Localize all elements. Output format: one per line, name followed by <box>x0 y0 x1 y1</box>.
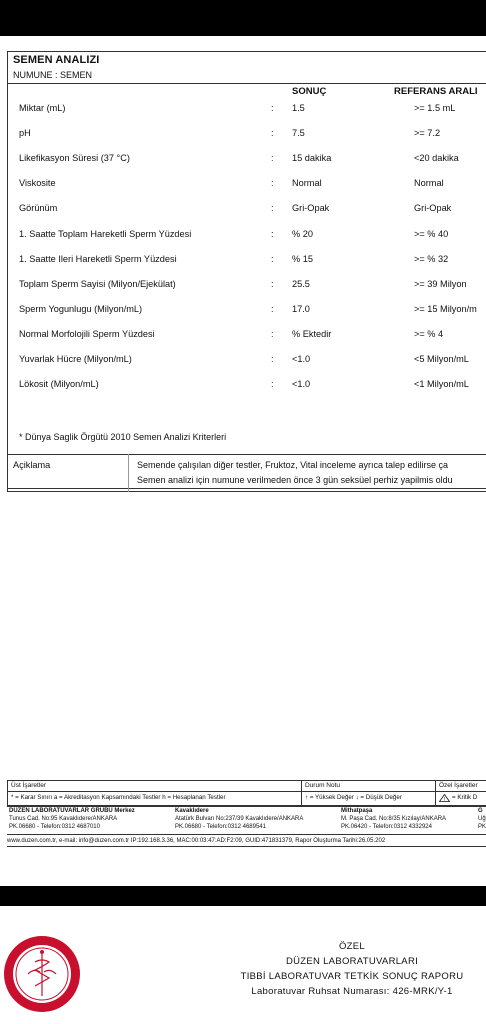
result-value: <1.0 <box>292 354 311 364</box>
result-value: 17.0 <box>292 304 310 314</box>
reference-range: >= % 32 <box>414 254 449 264</box>
reference-range: >= % 4 <box>414 329 444 339</box>
svg-text:!: ! <box>443 797 446 802</box>
address-mithatpasa-line1: M. Paşa Cad. No:8/35 Kızılay/ANKARA <box>341 816 447 822</box>
reference-range: Normal <box>414 178 444 188</box>
report-type: TIBBİ LABORATUVAR TETKİK SONUÇ RAPORU <box>240 971 464 982</box>
legend-box <box>7 780 486 806</box>
org-name: DÜZEN LABORATUVARLARI <box>285 956 419 967</box>
address-hq <box>9 807 135 831</box>
legend-header-special: Özel İşaretler <box>439 782 478 789</box>
explanation-label: Açiklama <box>13 460 51 470</box>
address-kavaklidere-line1: Atatürk Bulvarı No:237/39 Kavaklıdere/ANKARA <box>175 816 304 822</box>
colon: : <box>271 354 274 364</box>
footnote: * Dünya Saglik Örgütü 2010 Semen Analizi Kriterleri <box>19 432 227 442</box>
ministry-of-health-seal-icon <box>2 934 82 1014</box>
legend-status-text: ↑ = Yüksek Değer ↓ = Düşük Değer <box>305 794 402 801</box>
address-kavaklidere <box>175 807 303 831</box>
reference-range: >= 7.2 <box>414 128 441 138</box>
address-fourth <box>478 807 486 831</box>
result-row <box>0 103 486 125</box>
address-kavaklidere-title: Kavaklıdere <box>175 808 209 814</box>
reference-range: <20 dakika <box>414 153 459 163</box>
address-hq-title: DÜZEN LABORATUVARLAR GRUBU Merkez <box>9 808 135 814</box>
legend-header-status: Durum Notu <box>305 782 341 789</box>
result-row <box>0 329 486 351</box>
legend-row-divider <box>7 791 486 792</box>
test-name: Likefikasyon Süresi (37 °C) <box>19 153 130 163</box>
reference-range: >= % 40 <box>414 229 449 239</box>
test-name: Normal Morfolojili Sperm Yüzdesi <box>19 329 155 339</box>
result-value: Gri-Opak <box>292 203 330 213</box>
result-value: 25.5 <box>292 279 310 289</box>
result-row <box>0 128 486 150</box>
address-fourth-line1: Uğ <box>478 816 486 822</box>
reference-range: >= 15 Milyon/m <box>414 304 477 314</box>
test-name: Lökosit (Milyon/mL) <box>19 379 99 389</box>
explanation-line-2: Semen analizi için numune verilmeden önce 3 gün seksüel perhiz yapilmis oldu <box>137 475 453 485</box>
legend-special-text: = Kritik D <box>452 794 478 801</box>
result-value: % 20 <box>292 229 313 239</box>
reference-range: >= 39 Milyon <box>414 279 467 289</box>
legend-critical-icon <box>439 794 450 802</box>
org-type: ÖZEL <box>338 941 365 952</box>
result-value: Normal <box>292 178 322 188</box>
address-mithatpasa <box>341 807 446 831</box>
address-fourth-line2: PK <box>478 824 486 830</box>
colon: : <box>271 128 274 138</box>
address-hq-line2: PK.06680 - Telefon:0312 4687010 <box>9 824 100 830</box>
result-row <box>0 203 486 225</box>
result-row <box>0 304 486 326</box>
test-name: Yuvarlak Hücre (Milyon/mL) <box>19 354 132 364</box>
colon: : <box>271 279 274 289</box>
legend-divider-2 <box>435 780 436 806</box>
result-value: % 15 <box>292 254 313 264</box>
result-value: % Ektedir <box>292 329 332 339</box>
address-hq-line1: Tunus Cad. No:95 Kavaklıdere/ANKARA <box>9 816 118 822</box>
colon: : <box>271 178 274 188</box>
test-name: Viskosite <box>19 178 56 188</box>
reference-range: <5 Milyon/mL <box>414 354 469 364</box>
result-value: <1.0 <box>292 379 311 389</box>
address-mithatpasa-title: Mithatpaşa <box>341 808 373 814</box>
legend-header-marks: Üst İşaretler <box>11 782 47 789</box>
address-bottom-line <box>7 834 486 835</box>
colon: : <box>271 304 274 314</box>
test-name: Sperm Yogunlugu (Milyon/mL) <box>19 304 143 314</box>
license-number: Laboratuvar Ruhsat Numarası: 426-MRK/Y-1 <box>251 986 453 997</box>
reference-range: >= 1.5 mL <box>414 103 456 113</box>
result-row <box>0 354 486 376</box>
address-mithatpasa-line2: PK.06420 - Telefon:0312 4332924 <box>341 824 432 830</box>
address-fourth-title: G <box>478 808 483 814</box>
colon: : <box>271 379 274 389</box>
colon: : <box>271 153 274 163</box>
result-row <box>0 153 486 175</box>
legend-marks-text: * = Karar Sınırı a = Akreditasyon Kapsamındaki Testler h = Hesaplanan Testler <box>11 794 226 801</box>
reference-range: <1 Milyon/mL <box>414 379 469 389</box>
result-column-header: SONUÇ <box>292 86 327 97</box>
test-name: Görünüm <box>19 203 58 213</box>
explanation-divider <box>128 454 129 492</box>
result-row <box>0 279 486 301</box>
reference-range: Gri-Opak <box>414 203 452 213</box>
result-value: 15 dakika <box>292 153 332 163</box>
colon: : <box>271 203 274 213</box>
result-value: 1.5 <box>292 103 305 113</box>
report-title: SEMEN ANALIZI <box>13 54 100 66</box>
top-black-bar <box>0 0 486 36</box>
address-kavaklidere-line2: PK.06680 - Telefon:0312 4689541 <box>175 824 266 830</box>
colon: : <box>271 229 274 239</box>
result-value: 7.5 <box>292 128 305 138</box>
report-signature-line: www.duzen.com.tr, e-mail: info@duzen.com.tr IP:192.168.3.36, MAC:00:03:47:AD:F2:09, GUID:471831379, Rapor Oluşturma Tarihi:26.05.202 <box>7 838 386 844</box>
reference-column-header: REFERANS ARALI <box>394 86 478 97</box>
colon: : <box>271 103 274 113</box>
legend-divider-1 <box>301 780 302 806</box>
result-row <box>0 254 486 276</box>
signature-bottom-line <box>7 846 486 847</box>
colon: : <box>271 329 274 339</box>
test-name: 1. Saatte Ileri Hareketli Sperm Yüzdesi <box>19 254 177 264</box>
test-name: Toplam Sperm Sayisi (Milyon/Ejekülat) <box>19 279 176 289</box>
colon: : <box>271 254 274 264</box>
test-name: Miktar (mL) <box>19 103 66 113</box>
header-divider <box>7 83 486 84</box>
test-name: 1. Saatte Toplam Hareketli Sperm Yüzdesi <box>19 229 192 239</box>
result-row <box>0 379 486 401</box>
test-name: pH <box>19 128 31 138</box>
sample-type: NUMUNE : SEMEN <box>13 70 93 80</box>
result-row <box>0 229 486 251</box>
explanation-line-1: Semende çalışılan diğer testler, Fruktoz, Vital inceleme ayrıca talep edilirse ça <box>137 460 448 470</box>
result-row <box>0 178 486 200</box>
